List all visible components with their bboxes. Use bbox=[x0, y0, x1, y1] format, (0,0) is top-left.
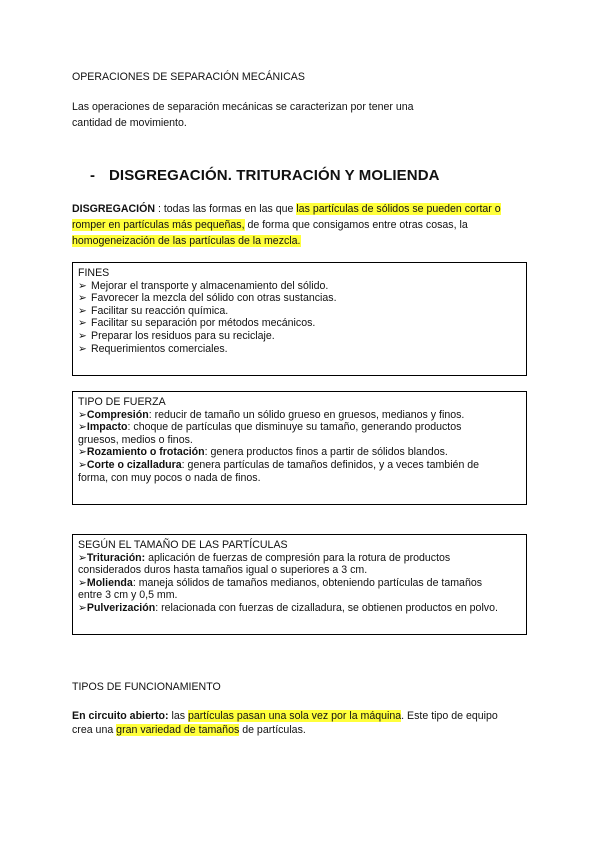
fuerza-box bbox=[72, 391, 527, 505]
arrow-bullet-icon: ➢ bbox=[78, 342, 87, 355]
item-text: aplicación de fuerzas de compresión para la rotura de productos bbox=[145, 551, 451, 564]
arrow-bullet-icon: ➢ bbox=[78, 458, 87, 471]
tamano-title: SEGÚN EL TAMAÑO DE LAS PARTÍCULAS bbox=[78, 539, 288, 551]
fuerza-title: TIPO DE FUERZA bbox=[78, 396, 166, 408]
list-item bbox=[78, 280, 521, 293]
list-item bbox=[78, 446, 521, 459]
item-term: Trituración: bbox=[86, 551, 146, 564]
definition-line-2 bbox=[72, 219, 468, 232]
list-item-text: Favorecer la mezcla del sólido con otras sustancias. bbox=[91, 292, 337, 305]
text: . Este tipo de equipo bbox=[401, 710, 498, 722]
list-item-text: Preparar los residuos para su reciclaje. bbox=[91, 329, 275, 342]
highlight: romper en partículas más pequeñas, bbox=[72, 219, 245, 231]
arrow-bullet-icon: ➢ bbox=[78, 317, 87, 330]
item-continuation: gruesos, medios o finos. bbox=[78, 433, 193, 446]
item-text: : reducir de tamaño un sólido grueso en gruesos, medianos y finos. bbox=[148, 408, 465, 421]
item-term: Compresión bbox=[86, 408, 149, 421]
highlight: homogeneización de las partículas de la mezcla. bbox=[72, 235, 301, 247]
item-term: Molienda bbox=[86, 576, 133, 589]
item-term: Corte o cizalladura bbox=[86, 458, 182, 471]
tamano-box bbox=[72, 534, 527, 635]
section-dash: - bbox=[90, 167, 96, 184]
list-item-text: Requerimientos comerciales. bbox=[91, 342, 228, 355]
arrow-bullet-icon: ➢ bbox=[78, 551, 87, 564]
funcionamiento-line-1 bbox=[72, 710, 498, 723]
list-item bbox=[78, 602, 521, 615]
list-item bbox=[78, 305, 521, 318]
item-text: : choque de partículas que disminuye su tamaño, generando productos bbox=[127, 421, 462, 434]
arrow-bullet-icon: ➢ bbox=[78, 601, 87, 614]
list-item bbox=[78, 421, 521, 434]
list-item bbox=[78, 343, 521, 356]
fines-box bbox=[72, 262, 527, 376]
text: crea una bbox=[72, 724, 117, 736]
highlight: partículas pasan una sola vez por la máquina bbox=[187, 710, 402, 722]
section-heading: DISGREGACIÓN. TRITURACIÓN Y MOLIENDA bbox=[109, 167, 440, 184]
list-item-text: Facilitar su reacción química. bbox=[91, 304, 229, 317]
arrow-bullet-icon: ➢ bbox=[78, 304, 87, 317]
arrow-bullet-icon: ➢ bbox=[78, 421, 87, 434]
item-continuation: forma, con muy pocos o nada de finos. bbox=[78, 471, 261, 484]
intro-line-2: cantidad de movimiento. bbox=[72, 117, 187, 129]
list-item bbox=[78, 552, 521, 565]
list-item bbox=[78, 292, 521, 305]
list-item bbox=[78, 317, 521, 330]
list-item bbox=[78, 330, 521, 343]
funcionamiento-line-2 bbox=[72, 724, 306, 737]
text: las bbox=[168, 710, 188, 722]
highlight: las partículas de sólidos se pueden cortar o bbox=[296, 203, 501, 215]
list-item bbox=[78, 409, 521, 422]
arrow-bullet-icon: ➢ bbox=[78, 279, 87, 292]
item-text: : genera productos finos a partir de sólidos blandos. bbox=[204, 446, 448, 459]
list-item bbox=[78, 577, 521, 590]
list-item-text: Mejorar el transporte y almacenamiento del sólido. bbox=[91, 279, 329, 292]
definition-text: : todas las formas en las que bbox=[155, 203, 297, 215]
item-term: Rozamiento o frotación bbox=[86, 446, 205, 459]
arrow-bullet-icon: ➢ bbox=[78, 576, 87, 589]
fines-title: FINES bbox=[78, 267, 110, 279]
item-continuation: considerados duros hasta tamaños igual o superiores a 3 cm. bbox=[78, 564, 368, 577]
definition-line-1 bbox=[72, 203, 501, 216]
arrow-bullet-icon: ➢ bbox=[78, 292, 87, 305]
list-item-text: Facilitar su separación por métodos mecánicos. bbox=[91, 317, 316, 330]
arrow-bullet-icon: ➢ bbox=[78, 329, 87, 342]
arrow-bullet-icon: ➢ bbox=[78, 446, 87, 459]
item-text: : maneja sólidos de tamaños medianos, obteniendo partículas de tamaños bbox=[132, 576, 483, 589]
funcionamiento-title: TIPOS DE FUNCIONAMIENTO bbox=[72, 681, 221, 693]
intro-line-1: Las operaciones de separación mecánicas se caracterizan por tener una bbox=[72, 101, 414, 113]
item-term: Impacto bbox=[86, 421, 128, 434]
item-continuation: entre 3 cm y 0,5 mm. bbox=[78, 589, 178, 602]
definition-term: DISGREGACIÓN bbox=[72, 203, 155, 215]
text: de partículas. bbox=[239, 724, 306, 736]
highlight: gran variedad de tamaños bbox=[116, 724, 240, 736]
list-item bbox=[78, 459, 521, 472]
item-term: Pulverización bbox=[86, 601, 156, 614]
definition-text: de forma que consigamos entre otras cosas, la bbox=[244, 219, 468, 231]
definition-line-3 bbox=[72, 235, 301, 248]
funcionamiento-term: En circuito abierto: bbox=[72, 710, 169, 722]
item-text: : genera partículas de tamaños definidos, y a veces también de bbox=[181, 458, 480, 471]
page-title: OPERACIONES DE SEPARACIÓN MECÁNICAS bbox=[72, 71, 305, 83]
arrow-bullet-icon: ➢ bbox=[78, 408, 87, 421]
item-text: : relacionada con fuerzas de cizalladura, se obtienen productos en polvo. bbox=[155, 601, 498, 614]
